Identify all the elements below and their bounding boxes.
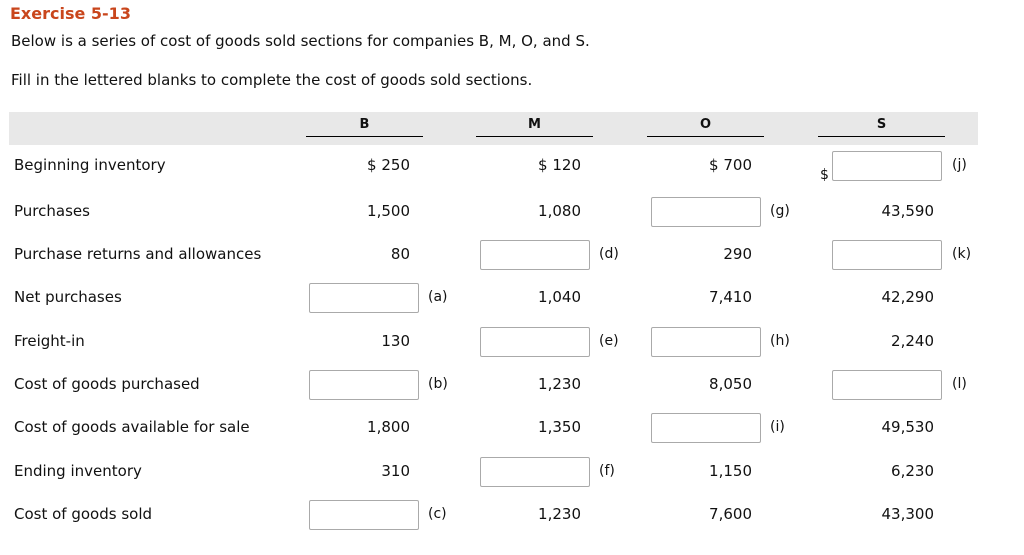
- value-m: 1,040: [538, 288, 581, 306]
- value-b: 130: [381, 332, 410, 350]
- answer-input-m[interactable]: [480, 240, 590, 270]
- answer-input-o[interactable]: [651, 327, 761, 357]
- blank-letter: (f): [599, 463, 615, 479]
- answer-input-b[interactable]: [309, 283, 419, 313]
- value-s: 43,300: [881, 505, 934, 523]
- value-b: 310: [381, 462, 410, 480]
- answer-input-b[interactable]: [309, 500, 419, 530]
- blank-letter: (d): [599, 246, 619, 262]
- value-s: 49,530: [881, 418, 934, 436]
- value-b: $ 250: [367, 156, 410, 174]
- column-header-b: B: [306, 116, 423, 137]
- row-label: Freight-in: [14, 332, 85, 350]
- answer-input-m[interactable]: [480, 457, 590, 487]
- value-o: 7,410: [709, 288, 752, 306]
- value-m: $ 120: [538, 156, 581, 174]
- blank-letter: (g): [770, 203, 790, 219]
- column-header-m: M: [476, 116, 593, 137]
- value-b: 1,500: [367, 202, 410, 220]
- value-s: 6,230: [891, 462, 934, 480]
- value-m: 1,230: [538, 505, 581, 523]
- blank-letter: (e): [599, 333, 619, 349]
- value-s: 43,590: [881, 202, 934, 220]
- exercise-description: Below is a series of cost of goods sold sections for companies B, M, O, and S.: [11, 32, 590, 50]
- blank-letter: (h): [770, 333, 790, 349]
- answer-input-o[interactable]: [651, 413, 761, 443]
- column-header-o: O: [647, 116, 764, 137]
- value-o: $ 700: [709, 156, 752, 174]
- row-label: Cost of goods purchased: [14, 375, 200, 393]
- blank-letter: (l): [952, 376, 967, 392]
- value-o: 1,150: [709, 462, 752, 480]
- column-header-s: S: [818, 116, 945, 137]
- blank-letter: (j): [952, 157, 967, 173]
- exercise-instructions: Fill in the lettered blanks to complete the cost of goods sold sections.: [11, 71, 533, 89]
- row-label: Beginning inventory: [14, 156, 166, 174]
- blank-letter: (k): [952, 246, 972, 262]
- blank-letter: (c): [428, 506, 447, 522]
- value-m: 1,350: [538, 418, 581, 436]
- exercise-title: Exercise 5-13: [10, 4, 131, 23]
- blank-letter: (i): [770, 419, 785, 435]
- blank-letter: (b): [428, 376, 448, 392]
- answer-input-s[interactable]: [832, 240, 942, 270]
- answer-input-s[interactable]: [832, 151, 942, 181]
- value-b: 80: [390, 245, 410, 263]
- row-label: Ending inventory: [14, 462, 142, 480]
- value-o: 290: [723, 245, 752, 263]
- answer-input-s[interactable]: [832, 370, 942, 400]
- answer-input-b[interactable]: [309, 370, 419, 400]
- column-header-bar: [9, 112, 978, 145]
- row-label: Net purchases: [14, 288, 122, 306]
- value-s: 42,290: [881, 288, 934, 306]
- row-label: Cost of goods available for sale: [14, 418, 250, 436]
- value-o: 8,050: [709, 375, 752, 393]
- answer-input-m[interactable]: [480, 327, 590, 357]
- value-s: 2,240: [891, 332, 934, 350]
- row-label: Purchases: [14, 202, 90, 220]
- value-m: 1,230: [538, 375, 581, 393]
- value-b: 1,800: [367, 418, 410, 436]
- value-m: 1,080: [538, 202, 581, 220]
- row-label: Purchase returns and allowances: [14, 245, 262, 263]
- dollar-sign: $: [820, 167, 829, 183]
- answer-input-o[interactable]: [651, 197, 761, 227]
- row-label: Cost of goods sold: [14, 505, 153, 523]
- value-o: 7,600: [709, 505, 752, 523]
- blank-letter: (a): [428, 289, 448, 305]
